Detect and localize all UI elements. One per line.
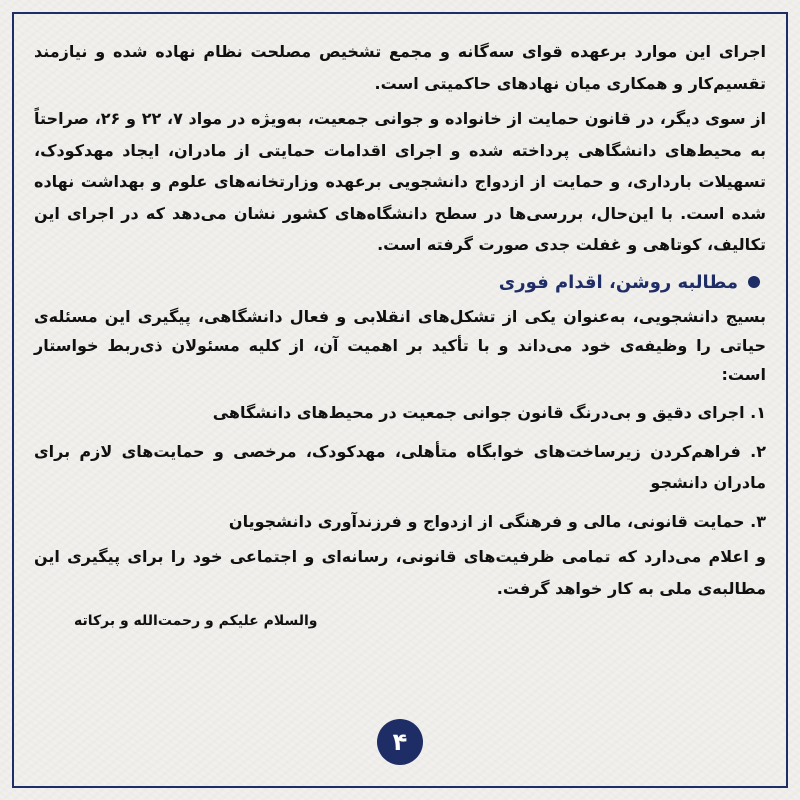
paragraph-3: بسیج دانشجویی، به‌عنوان یکی از تشکل‌های انقلابی و فعال دانشگاهی، پیگیری این مسئله‌ی حیاتی را وظیفه‌ی خود می‌داند و با تأکید بر اهمیت آن، از کلیه مسئولان ذی‌ربط خواستار است: (34, 307, 766, 384)
page-number: ۴ (392, 728, 408, 756)
bullet-icon (748, 276, 760, 288)
list-item-3: ۳. حمایت قانونی، مالی و فرهنگی از ازدواج و فرزندآوری دانشجویان (228, 512, 766, 531)
paragraph-2: از سوی دیگر، در قانون حمایت از خانواده و جوانی جمعیت، به‌ویژه در مواد ۷، ۲۲ و ۲۶، صراحتاً به محیط‌های دانشگاهی پرداخته شده و اجرای اقدامات حمایتی از مادران، ایجاد مهدکودک، تسهیلات بارداری، و حمایت از ازدواج دانشجویی برعهده وزارتخانه‌های علوم و بهداشت نهاده شده است. با این‌حال، بررسی‌ها در سطح دانشگاه‌های کشور نشان می‌دهد که در اجرای این تکالیف، کوتاهی و غفلت جدی صورت گرفته است. (34, 109, 767, 254)
list-item-1: ۱. اجرای دقیق و بی‌درنگ قانون جوانی جمعیت در محیط‌های دانشگاهی (212, 403, 766, 422)
section-heading (34, 267, 766, 299)
page-number-badge (377, 719, 423, 765)
section-heading-text: مطالبه روشن، اقدام فوری (498, 271, 738, 293)
list-item-2: ۲. فراهم‌کردن زیرساخت‌های خوابگاه متأهلی، مهدکودک، مرخصی و حمایت‌های لازم برای مادران دانشجو (34, 442, 766, 492)
article-body (34, 36, 766, 632)
paragraph-1: اجرای این موارد برعهده قوای سه‌گانه و مجمع تشخیص مصلحت نظام نهاده شده و نیازمند تقسیم‌کار و همکاری میان نهادهای حاکمیتی است. (34, 42, 766, 93)
closing-salutation: والسلام علیکم و رحمت‌الله و برکاته (74, 613, 318, 629)
paragraph-4: و اعلام می‌دارد که تمامی ظرفیت‌های قانونی، رسانه‌ای و اجتماعی خود را برای پیگیری این مطالبه‌ی ملی به کار خواهد گرفت. (34, 547, 766, 598)
